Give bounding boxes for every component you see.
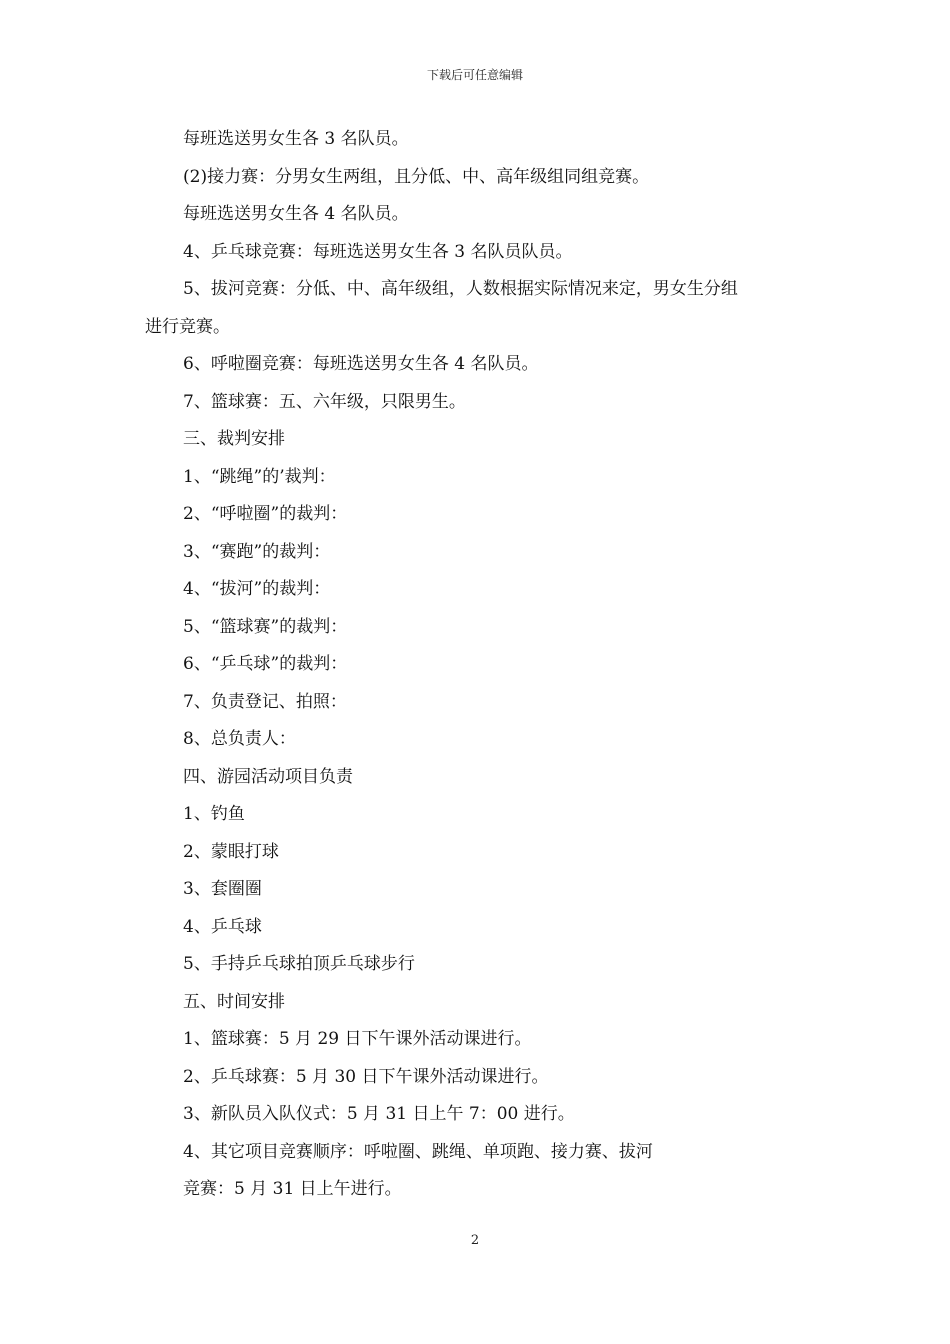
text-line: 每班选送男女生各 3 名队员。	[183, 129, 409, 149]
text-line: 进行竞赛。	[145, 316, 230, 337]
text-line: 1、“跳绳”的’裁判：	[183, 466, 336, 487]
text-line: 6、“乒乓球”的裁判：	[183, 654, 348, 674]
text-line: 4、乒乓球竞赛：每班选送男女生各 3 名队员队员。	[183, 241, 573, 262]
text-line: 每班选送男女生各 4 名队员。	[183, 204, 409, 224]
text-line: 2、乒乓球赛：5 月 30 日下午课外活动课进行。	[183, 1066, 549, 1087]
text-line: 7、负责登记、拍照：	[183, 691, 347, 712]
text-line: (2)接力赛：分男女生两组，且分低、中、高年级组同组竞赛。	[183, 166, 650, 187]
text-line: 5、拔河竞赛：分低、中、高年级组，人数根据实际情况来定，男女生分组	[183, 279, 738, 299]
text-line: 6、呼啦圈竞赛：每班选送男女生各 4 名队员。	[183, 354, 539, 374]
text-line: 2、蒙眼打球	[183, 841, 279, 862]
page-number: 2	[470, 1233, 480, 1248]
text-line: 1、钓鱼	[183, 804, 245, 824]
text-line: 竞赛：5 月 31 日上午进行。	[183, 1179, 402, 1199]
text-line: 4、其它项目竞赛顺序：呼啦圈、跳绳、单项跑、接力赛、拔河	[183, 1141, 653, 1162]
text-line: 3、套圈圈	[183, 879, 262, 899]
document-body	[145, 121, 810, 1209]
section-heading: 三、裁判安排	[183, 429, 285, 449]
section-heading: 五、时间安排	[183, 991, 285, 1012]
text-line: 7、篮球赛：五、六年级，只限男生。	[183, 391, 466, 412]
page-header: 下载后可任意编辑	[426, 68, 523, 82]
text-line: 1、篮球赛：5 月 29 日下午课外活动课进行。	[183, 1029, 532, 1049]
text-line: 3、新队员入队仪式：5 月 31 日上午 7：00 进行。	[183, 1104, 575, 1124]
text-line: 3、“赛跑”的裁判：	[183, 541, 331, 562]
text-line: 2、“呼啦圈”的裁判：	[183, 504, 348, 524]
text-line: 4、“拔河”的裁判：	[183, 579, 331, 599]
text-line: 5、“篮球赛”的裁判：	[183, 616, 348, 637]
text-line: 4、乒乓球	[183, 916, 262, 937]
text-line: 5、手持乒乓球拍顶乒乓球步行	[183, 954, 415, 974]
section-heading: 四、游园活动项目负责	[183, 766, 353, 787]
text-line: 8、总负责人：	[183, 729, 296, 749]
